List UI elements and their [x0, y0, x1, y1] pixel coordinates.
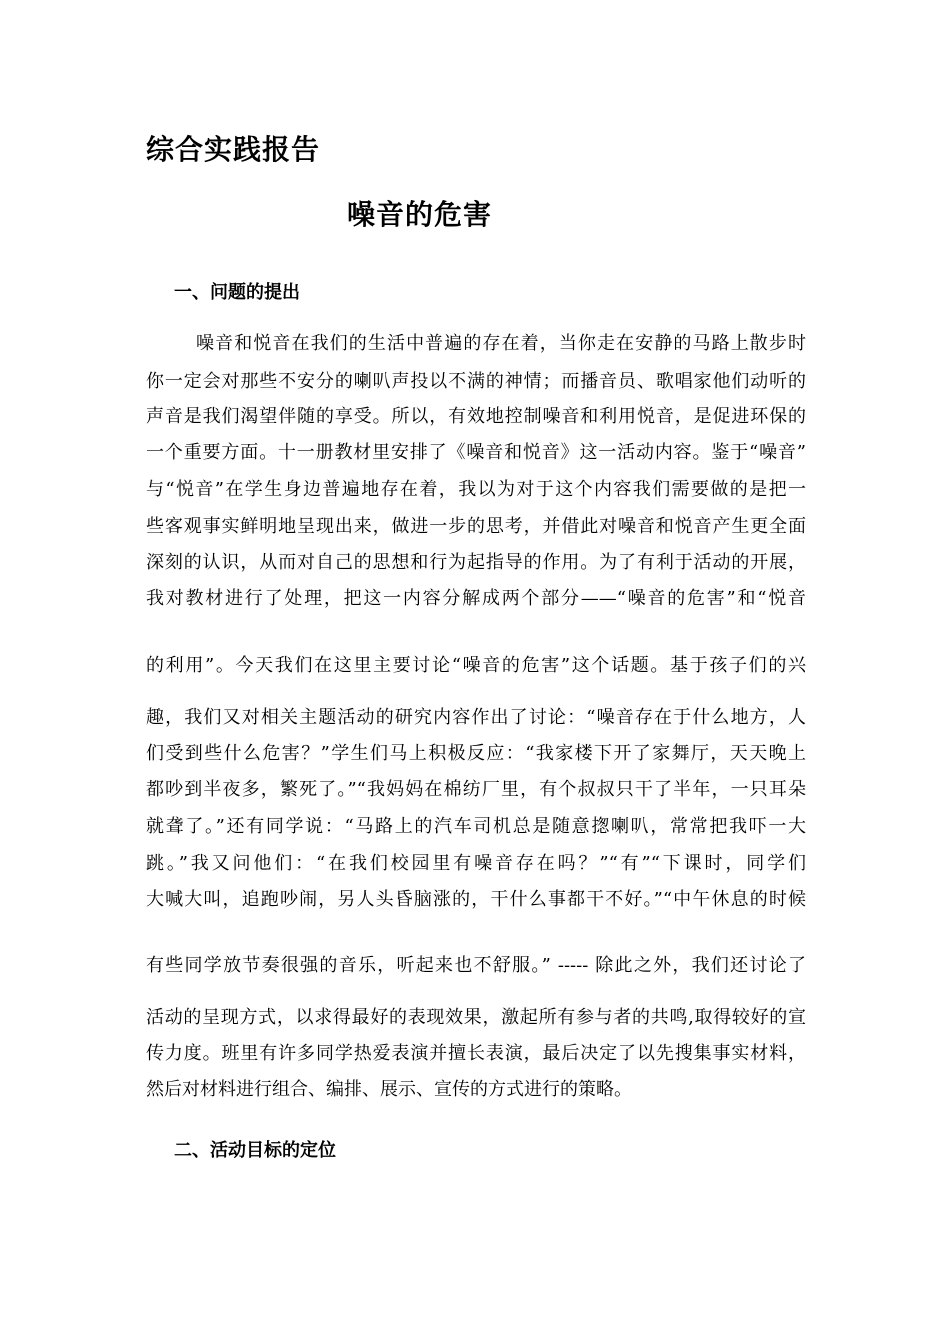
- paragraph-line: 跳。”我又问他们：“在我们校园里有噪音存在吗？”“有”“下课时，同学们: [146, 853, 806, 874]
- document-subtitle: 噪音的危害: [347, 198, 493, 231]
- paragraph-line: 然后对材料进行组合、编排、展示、宣传的方式进行的策略。: [146, 1079, 632, 1100]
- section-heading-1: 一、问题的提出: [174, 282, 300, 303]
- paragraph-line: 我对教材进行了处理，把这一内容分解成两个部分——“噪音的危害”和“悦音: [146, 588, 806, 609]
- paragraph-line: 声音是我们渴望伴随的享受。所以，有效地控制噪音和利用悦音，是促进环保的: [146, 406, 806, 427]
- paragraph-line: 的利用”。今天我们在这里主要讨论“噪音的危害”这个话题。基于孩子们的兴: [146, 655, 806, 676]
- section-heading-2: 二、活动目标的定位: [174, 1140, 336, 1161]
- paragraph-line: 有些同学放节奏很强的音乐，听起来也不舒服。” ----- 除此之外，我们还讨论了: [146, 955, 806, 976]
- paragraph-line: 些客观事实鲜明地呈现出来，做进一步的思考，并借此对噪音和悦音产生更全面: [146, 516, 806, 537]
- paragraph-line: 趣，我们又对相关主题活动的研究内容作出了讨论：“噪音存在于什么地方，人: [146, 707, 806, 728]
- paragraph-line: 们受到些什么危害？”学生们马上积极反应：“我家楼下开了家舞厅，天天晚上: [146, 743, 806, 764]
- paragraph-line: 大喊大叫，追跑吵闹，另人头昏脑涨的，干什么事都干不好。”“中午休息的时候: [146, 889, 806, 910]
- paragraph-line: 传力度。班里有许多同学热爱表演并擅长表演，最后决定了以先搜集事实材料，: [146, 1043, 806, 1064]
- document-title: 综合实践报告: [146, 133, 321, 166]
- paragraph-line: 一个重要方面。十一册教材里安排了《噪音和悦音》这一活动内容。鉴于“噪音”: [146, 442, 806, 463]
- paragraph-line: 就聋了。”还有同学说：“马路上的汽车司机总是随意揔喇叭，常常把我吓一大: [146, 816, 806, 837]
- paragraph-line: 深刻的认识，从而对自己的思想和行为起指导的作用。为了有利于活动的开展，: [146, 552, 806, 573]
- paragraph-line: 你一定会对那些不安分的喇叭声投以不满的神情；而播音员、歌唱家他们动听的: [146, 371, 806, 392]
- paragraph-line: 活动的呈现方式，以求得最好的表现效果，激起所有参与者的共鸣,取得较好的宣: [146, 1007, 806, 1028]
- paragraph-line: 都吵到半夜多，繁死了。”“我妈妈在棉纺厂里，有个叔叔只干了半年，一只耳朵: [146, 779, 806, 800]
- paragraph-line: 噪音和悦音在我们的生活中普遍的存在着，当你走在安静的马路上散步时: [196, 333, 806, 354]
- paragraph-line: 与“悦音”在学生身边普遍地存在着，我以为对于这个内容我们需要做的是把一: [146, 479, 806, 500]
